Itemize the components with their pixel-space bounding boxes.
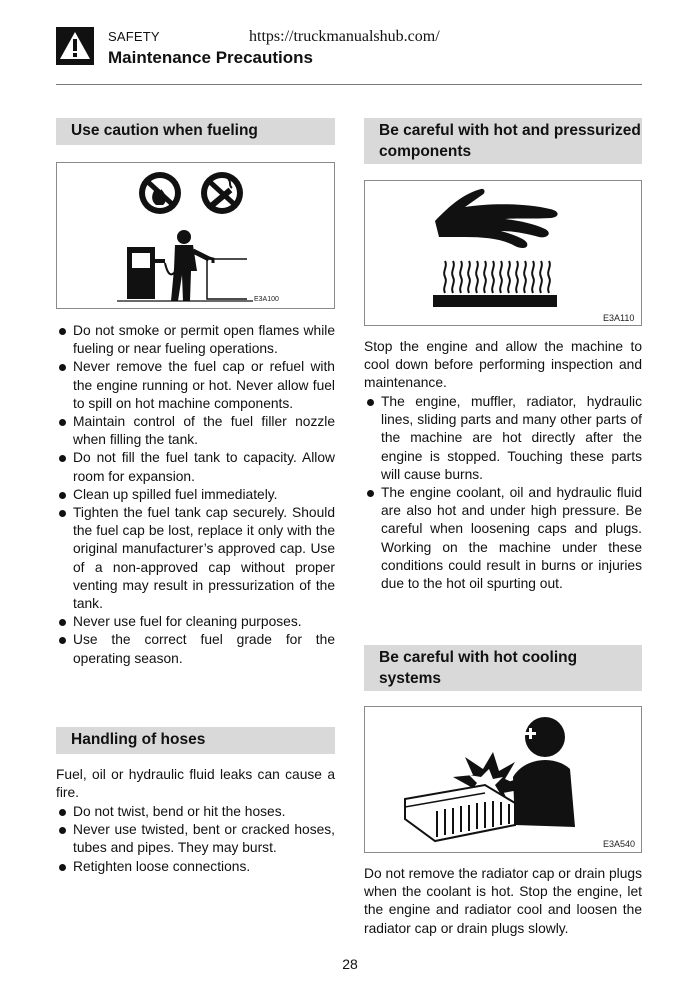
list-item: Maintain control of the fuel filler nozzle when filling the tank. (56, 413, 335, 449)
fueling-figure (56, 162, 335, 309)
figure-code: E3A540 (603, 839, 636, 849)
radiator-icon (405, 785, 515, 841)
list-item: Retighten loose connections. (56, 858, 335, 876)
cooling-figure (364, 706, 642, 853)
list-item: Never use fuel for cleaning purposes. (56, 613, 335, 631)
list-item: Clean up spilled fuel immediately. (56, 486, 335, 504)
list-item: Use the correct fuel grade for the operating season. (56, 631, 335, 667)
hot-components-intro: Stop the engine and allow the machine to cool down before performing inspection and maintenance. (364, 339, 642, 391)
no-smoking-icon (201, 172, 243, 214)
hand-icon (435, 189, 558, 248)
section-label: SAFETY (108, 29, 160, 44)
list-item: Do not smoke or permit open flames while fueling or near fueling operations. (56, 322, 335, 358)
hot-components-figure (364, 180, 642, 326)
hot-components-bullets (364, 393, 642, 593)
hoses-intro: Fuel, oil or hydraulic fluid leaks can cause a fire. (56, 767, 335, 801)
list-item: The engine, muffler, radiator, hydraulic lines, sliding parts and many other parts of the machine are hot directly after the engine is stopped. Touching these parts will cause burns. (364, 393, 642, 484)
no-flame-icon (139, 172, 181, 214)
list-item: The engine coolant, oil and hydraulic fluid are also hot and under high pressure. Be careful when loosening caps and plugs. Working on the machine under these conditions could result in burns or injuries due to the hot oil spurting out. (364, 484, 642, 593)
fueling-bullets (56, 322, 335, 668)
cooling-text: Do not remove the radiator cap or drain plugs when the coolant is hot. Stop the engine, let the engine and radiator cool and loosen the radiator cap or drain plugs slowly. (364, 866, 642, 936)
warning-triangle-icon (56, 27, 94, 65)
cooling-heading: Be careful with hot cooling systems (364, 645, 642, 691)
figure-code: E3A110 (603, 313, 635, 323)
list-item: Never remove the fuel cap or refuel with the engine running or hot. Never allow fuel to spill on hot machine components. (56, 358, 335, 413)
fueling-person-icon (117, 230, 253, 301)
page-title: Maintenance Precautions (108, 48, 314, 67)
source-url: https://truckmanualshub.com/ (249, 28, 440, 45)
list-item: Do not twist, bend or hit the hoses. (56, 803, 335, 821)
figure-code: E3A100 (254, 296, 279, 303)
hoses-bullets (56, 803, 335, 876)
page-number: 28 (342, 956, 358, 972)
hot-components-heading: Be careful with hot and pressurized components (364, 118, 642, 164)
list-item: Tighten the fuel tank cap securely. Should the fuel cap be lost, replace it only with the original manufacturer’s approved cap. Use of a non-approved cap without proper venting may result in pressurization of the tank. (56, 504, 335, 613)
fueling-heading: Use caution when fueling (56, 118, 335, 145)
list-item: Do not fill the fuel tank to capacity. Allow room for expansion. (56, 449, 335, 485)
hoses-heading: Handling of hoses (56, 727, 335, 754)
header-divider (56, 84, 642, 85)
list-item: Never use twisted, bent or cracked hoses, tubes and pipes. They may burst. (56, 821, 335, 857)
